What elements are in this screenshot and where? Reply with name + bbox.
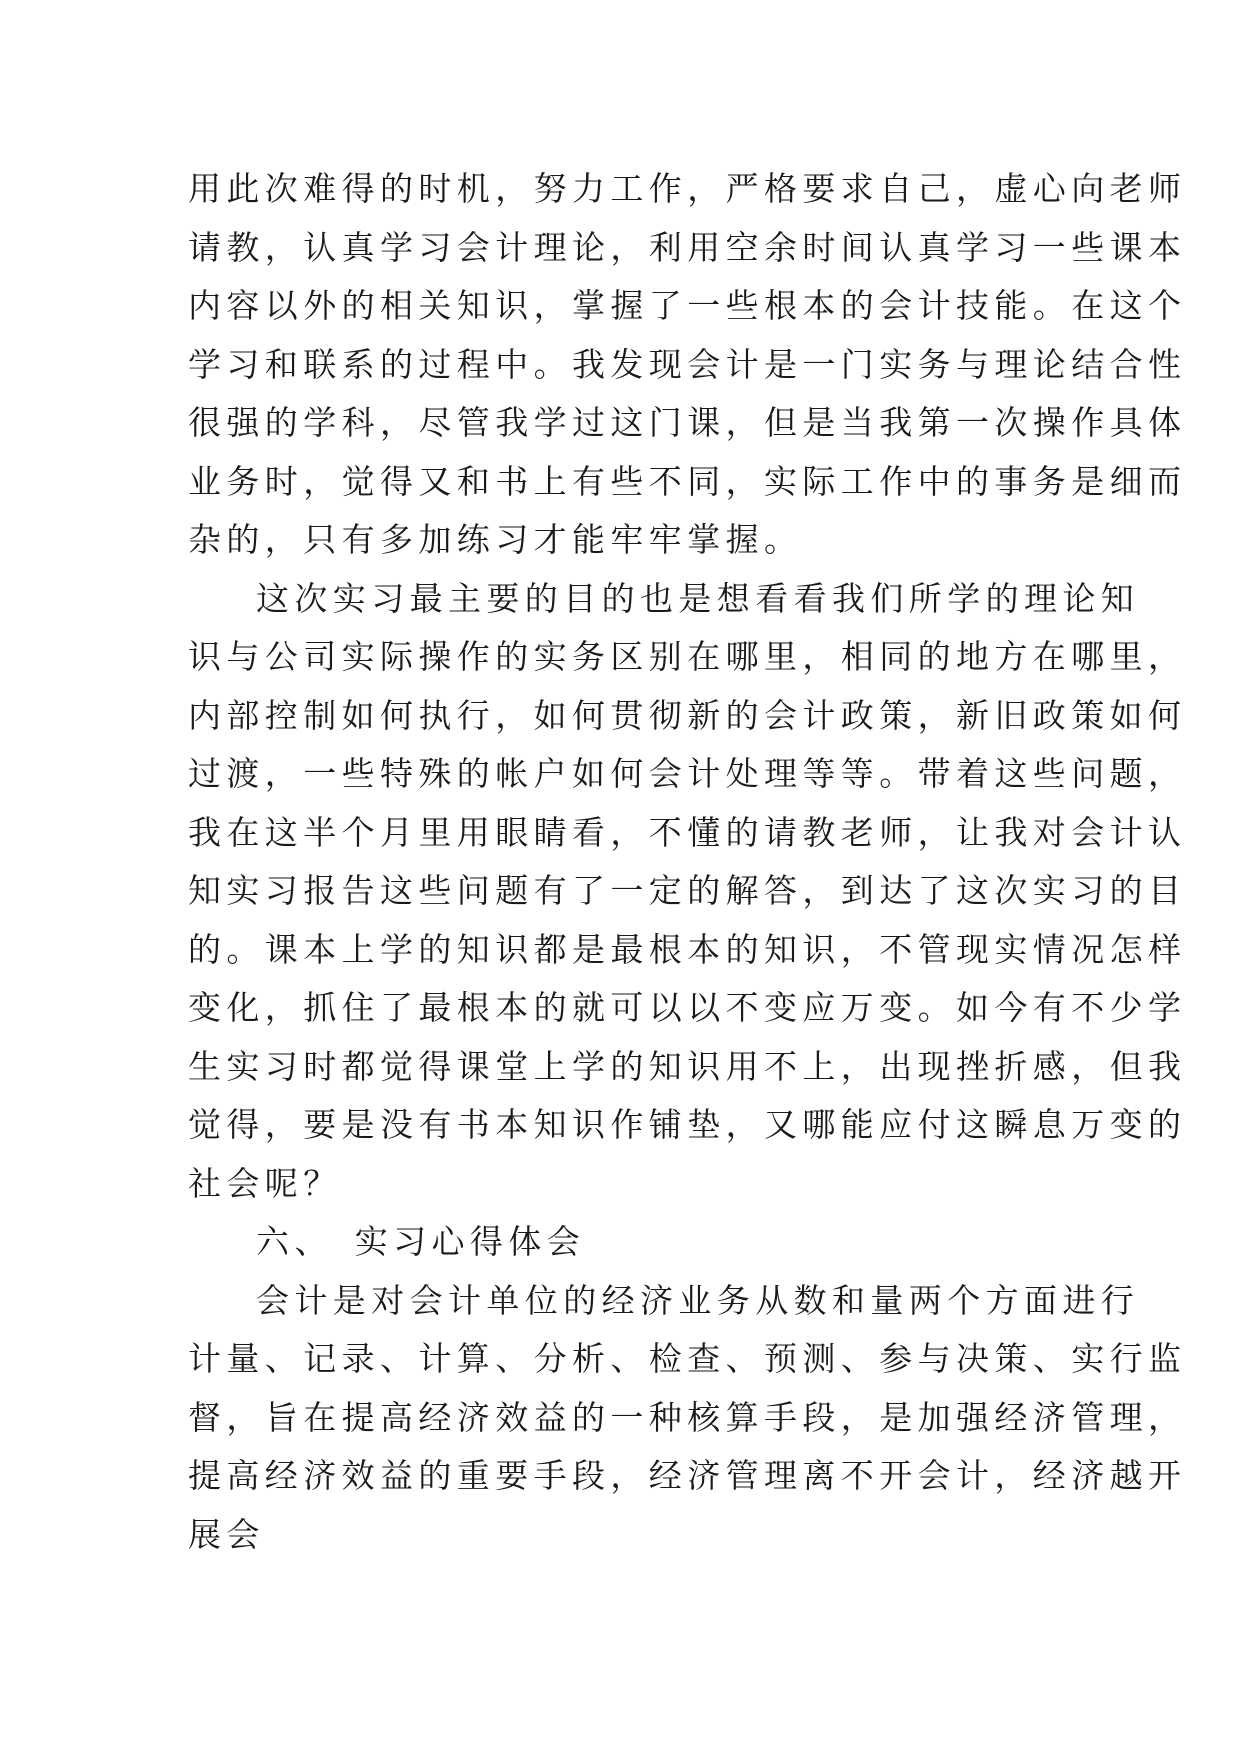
- text-line: 内部控制如何执行，如何贯彻新的会计政策，新旧政策如何: [188, 695, 1187, 735]
- text-line: 杂的，只有多加练习才能牢牢掌握。: [188, 520, 803, 559]
- text-line: 提高经济效益的重要手段，经济管理离不开会计，经济越开: [188, 1456, 1187, 1495]
- paragraph-first-line: 会计是对会计单位的经济业务从数和量两个方面进行: [256, 1280, 1140, 1320]
- text-line: 学习和联系的过程中。我发现会计是一门实务与理论结合性: [188, 344, 1187, 384]
- document-body: [188, 160, 1187, 1564]
- text-line: 用此次难得的时机，努力工作，严格要求自己，虚心向老师: [188, 169, 1187, 208]
- paragraph-first-line: 六、 实习心得体会: [256, 1222, 586, 1261]
- text-line: 变化，抓住了最根本的就可以以不变应万变。如今有不少学: [188, 988, 1187, 1027]
- text-line: 很强的学科，尽管我学过这门课，但是当我第一次操作具体: [188, 403, 1187, 442]
- paragraph-first-line: 这次实习最主要的目的也是想看看我们所学的理论知: [256, 578, 1140, 618]
- text-line: 过渡，一些特殊的帐户如何会计处理等等。带着这些问题，: [188, 754, 1187, 793]
- text-line: 计量、记录、计算、分析、检查、预测、参与决策、实行监: [188, 1339, 1187, 1378]
- text-line: 请教，认真学习会计理论，利用空余时间认真学习一些课本: [188, 227, 1187, 267]
- text-line: 督，旨在提高经济效益的一种核算手段，是加强经济管理，: [188, 1397, 1187, 1437]
- text-line: 的。课本上学的知识都是最根本的知识，不管现实情况怎样: [188, 929, 1187, 969]
- text-line: 觉得，要是没有书本知识作铺垫，又哪能应付这瞬息万变的: [188, 1105, 1187, 1144]
- text-line: 识与公司实际操作的实务区别在哪里，相同的地方在哪里，: [188, 637, 1187, 676]
- text-line: 知实习报告这些问题有了一定的解答，到达了这次实习的目: [188, 871, 1187, 910]
- text-line: 我在这半个月里用眼睛看，不懂的请教老师，让我对会计认: [188, 812, 1187, 852]
- text-line: 内容以外的相关知识，掌握了一些根本的会计技能。在这个: [188, 286, 1187, 325]
- text-line: 业务时，觉得又和书上有些不同，实际工作中的事务是细而: [188, 461, 1187, 501]
- text-line: 展会: [188, 1514, 265, 1554]
- text-line: 社会呢？: [188, 1163, 342, 1203]
- text-line: 生实习时都觉得课堂上学的知识用不上，出现挫折感，但我: [188, 1046, 1187, 1086]
